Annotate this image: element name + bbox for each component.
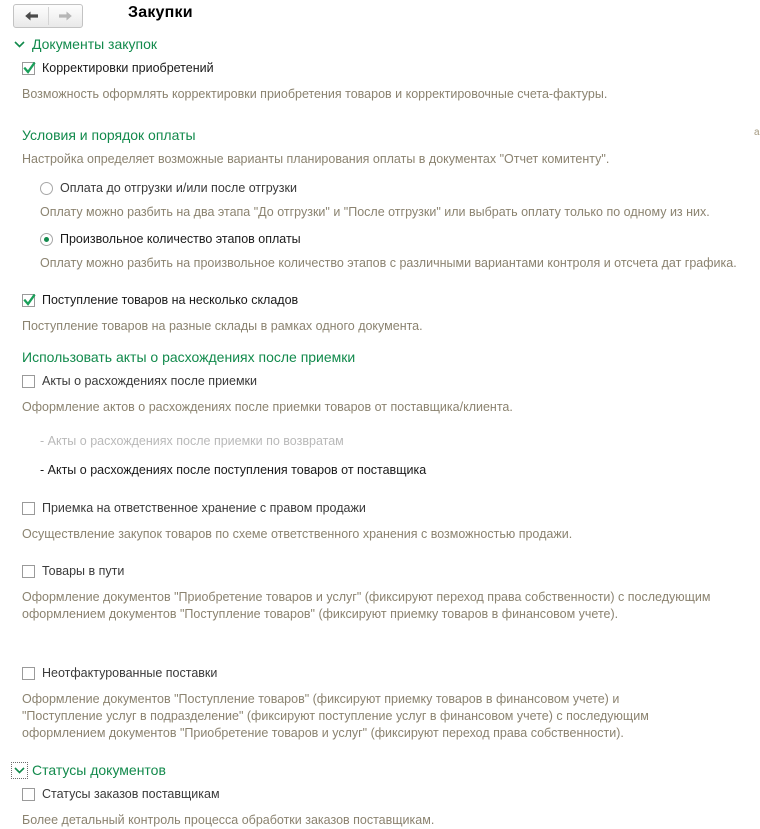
page-title: Закупки — [128, 4, 193, 21]
radio-row-payment-option-2[interactable] — [0, 229, 760, 249]
description-payment-option-2: Оплату можно разбить на произвольное количество этапов с различными вариантами контроля и отсчета дат графика. — [40, 256, 737, 270]
section-header-doc-statuses[interactable] — [0, 760, 760, 780]
description-safekeeping: Осуществление закупок товаров по схеме ответственного хранения с возможностью продажи. — [22, 527, 573, 541]
checkbox-label-safekeeping: Приемка на ответственное хранение с правом продажи — [42, 501, 366, 515]
checkbox-row-discrepancy-acts[interactable] — [0, 371, 760, 391]
toolbar — [0, 0, 760, 34]
checkbox-row-corrections[interactable] — [0, 58, 760, 78]
radio-label-payment-option-1: Оплата до отгрузки и/или после отгрузки — [60, 181, 297, 195]
subitem-returns-acts: - Акты о расхождениях после приемки по возвратам — [40, 433, 344, 448]
description-multi-warehouse: Поступление товаров на разные склады в рамках одного документа. — [22, 319, 423, 333]
checkbox-label-discrepancy-acts: Акты о расхождениях после приемки — [42, 374, 258, 388]
radio-payment-option-1[interactable] — [40, 182, 53, 195]
radio-row-payment-option-1[interactable] — [0, 178, 760, 198]
arrow-right-icon — [57, 10, 74, 22]
description-payment-intro: Настройка определяет возможные варианты планирования оплаты в документах "Отчет комитенту". — [22, 152, 610, 166]
checkbox-discrepancy-acts[interactable] — [22, 375, 35, 388]
section-header-documents[interactable] — [0, 34, 760, 54]
section-header-payment-terms[interactable] — [0, 125, 760, 145]
checkbox-label-multi-warehouse: Поступление товаров на несколько складов — [42, 293, 299, 307]
checkbox-corrections[interactable] — [22, 62, 35, 75]
checkbox-row-multi-warehouse[interactable] — [0, 290, 760, 310]
checkbox-label-goods-in-transit: Товары в пути — [42, 564, 125, 578]
checkbox-label-supplier-order-statuses: Статусы заказов поставщикам — [42, 787, 220, 801]
description-uninvoiced-line3: оформлением документов "Приобретение товаров и услуг" (фиксируют переход права собственности). — [22, 726, 624, 740]
radio-payment-option-2[interactable] — [40, 233, 53, 246]
description-goods-in-transit-line2: оформлением документов "Поступление товаров" (фиксируют приемку товаров в финансовом учете). — [22, 607, 619, 621]
settings-content — [0, 34, 760, 829]
checkbox-supplier-order-statuses[interactable] — [22, 788, 35, 801]
checkbox-multi-warehouse[interactable] — [22, 294, 35, 307]
description-uninvoiced-line1: Оформление документов "Поступление товаров" (фиксируют приемку товаров в финансовом учете) и — [22, 692, 620, 706]
section-header-discrepancy-acts[interactable] — [0, 347, 760, 367]
subitem-supplier-acts[interactable]: - Акты о расхождениях после поступления товаров от поставщика — [40, 462, 427, 477]
checkbox-goods-in-transit[interactable] — [22, 565, 35, 578]
description-corrections: Возможность оформлять корректировки приобретения товаров и корректировочные счета-фактуры. — [22, 87, 608, 101]
checkbox-safekeeping[interactable] — [22, 502, 35, 515]
checkbox-row-safekeeping[interactable] — [0, 498, 760, 518]
section-header-label: Статусы документов — [32, 762, 166, 778]
checkbox-label-uninvoiced: Неотфактурованные поставки — [42, 666, 218, 680]
description-uninvoiced-line2: "Поступление услуг в подразделение" (фиксируют поступление услуг в финансовом учете) с последующим — [22, 709, 649, 723]
forward-button[interactable] — [48, 5, 82, 27]
check-icon — [22, 293, 37, 308]
section-header-label: Документы закупок — [32, 36, 158, 52]
check-icon — [22, 61, 37, 76]
description-supplier-order-statuses: Более детальный контроль процесса обработки заказов поставщикам. — [22, 813, 435, 827]
chevron-down-icon — [13, 38, 26, 51]
section-header-label: Использовать акты о расхождениях после приемки — [22, 349, 356, 365]
back-button[interactable] — [14, 5, 48, 27]
checkbox-row-uninvoiced[interactable] — [0, 663, 760, 683]
checkbox-row-supplier-order-statuses[interactable] — [0, 784, 760, 804]
scroll-indicator[interactable]: а — [754, 127, 760, 138]
radio-label-payment-option-2: Произвольное количество этапов оплаты — [60, 232, 301, 246]
checkbox-row-goods-in-transit[interactable] — [0, 561, 760, 581]
section-header-label: Условия и порядок оплаты — [22, 127, 196, 143]
chevron-down-icon[interactable] — [13, 764, 26, 777]
checkbox-label-corrections: Корректировки приобретений — [42, 61, 214, 75]
checkbox-uninvoiced[interactable] — [22, 667, 35, 680]
description-discrepancy-acts: Оформление актов о расхождениях после приемки товаров от поставщика/клиента. — [22, 400, 513, 414]
arrow-left-icon — [23, 10, 40, 22]
navigation-button-group — [13, 4, 83, 28]
description-goods-in-transit-line1: Оформление документов "Приобретение товаров и услуг" (фиксируют переход права собственности) с последующим — [22, 590, 711, 604]
description-payment-option-1: Оплату можно разбить на два этапа "До отгрузки" и "После отгрузки" или выбрать оплату только по одному из них. — [40, 205, 710, 219]
